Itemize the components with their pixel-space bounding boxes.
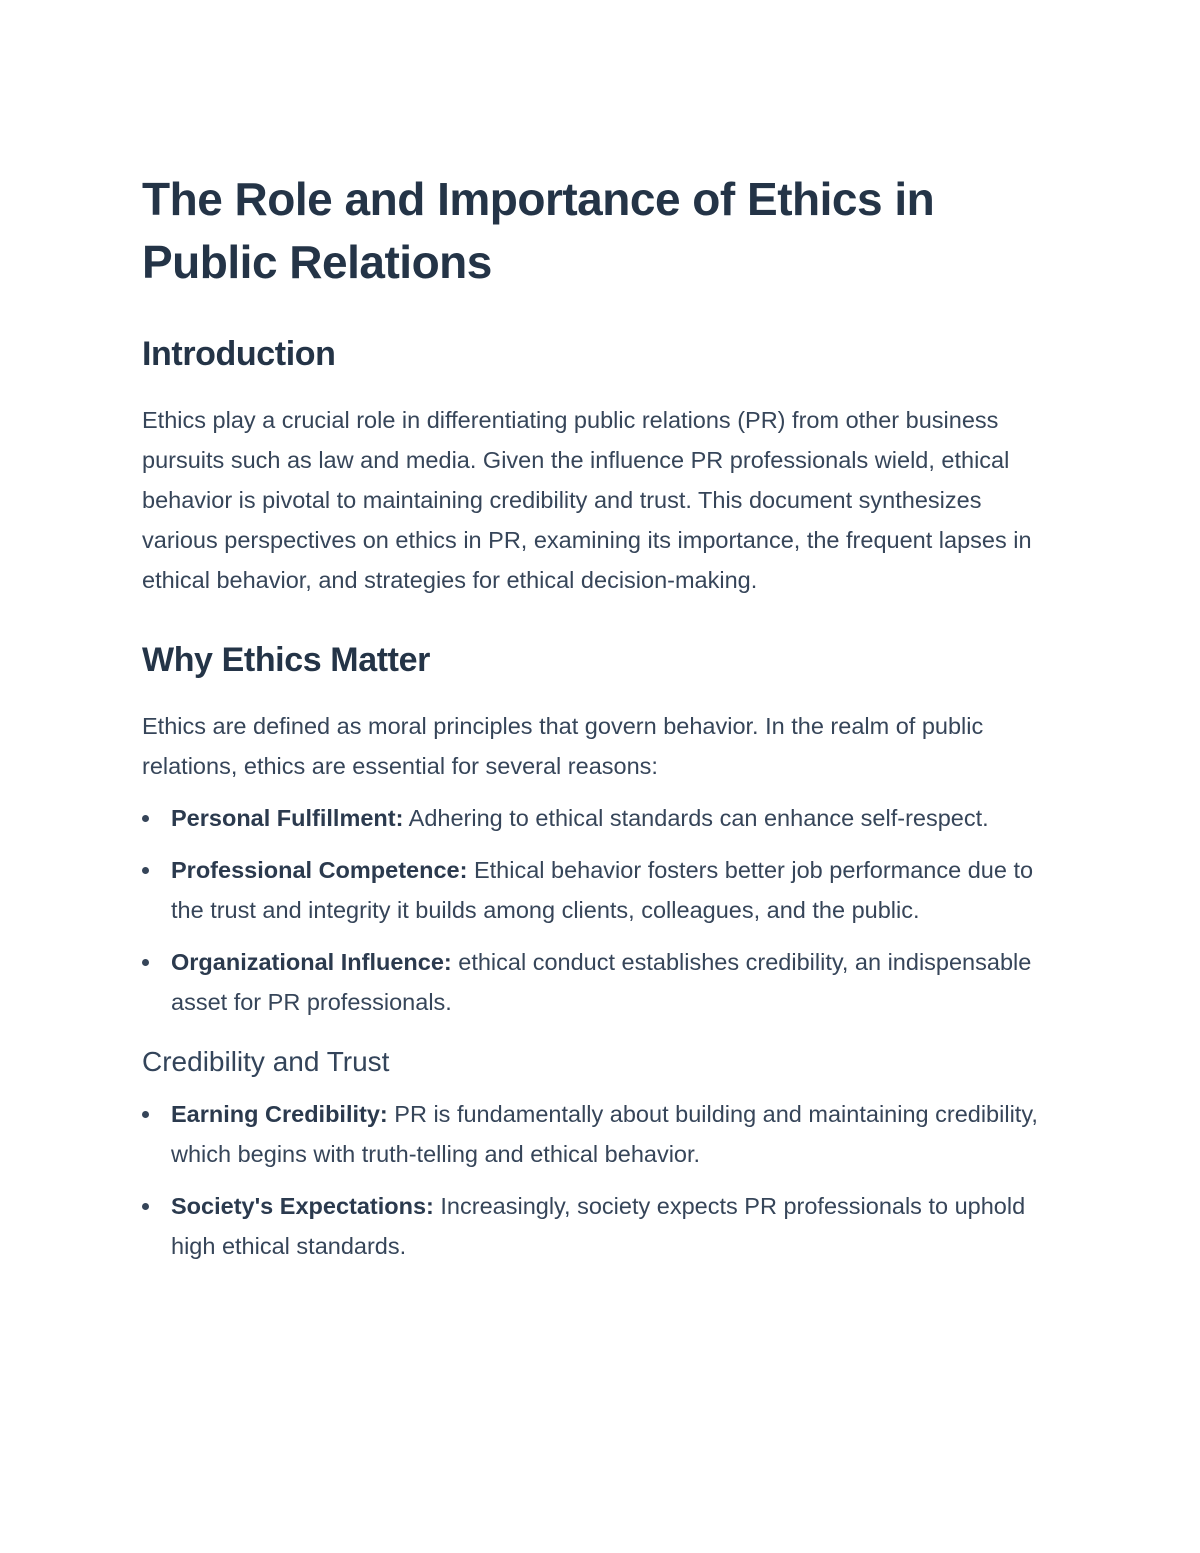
list-item: Personal Fulfillment: Adhering to ethical standards can enhance self-respect. bbox=[142, 798, 1062, 838]
bullet-icon bbox=[142, 959, 149, 966]
introduction-paragraph: Ethics play a crucial role in differentiating public relations (PR) from other business pursuits such as law and media. Given the influence PR professionals wield, ethical behavior is pivotal to maintaining credibility and trust. This document synthesizes various perspectives on ethics in PR, examining its importance, the frequent lapses in ethical behavior, and strategies for ethical decision-making. bbox=[142, 407, 1032, 593]
bullet-icon bbox=[142, 1111, 149, 1118]
list-item-text: Increasingly, society expects PR professionals to uphold high ethical standards. bbox=[171, 1193, 1026, 1259]
document-page bbox=[142, 168, 1062, 1266]
list-item-term: Organizational Influence bbox=[171, 949, 444, 975]
section-heading-why-ethics-matter: Why Ethics Matter bbox=[142, 641, 430, 679]
section-heading-introduction: Introduction bbox=[142, 335, 336, 373]
list-item-text: Ethical behavior fosters better job performance due to the trust and integrity it builds among clients, colleagues, and the public. bbox=[171, 857, 1034, 923]
subsection-heading-credibility-and-trust: Credibility and Trust bbox=[142, 1046, 390, 1077]
list-item-term: Earning Credibility bbox=[171, 1101, 380, 1127]
list-item-term: Professional Competence bbox=[171, 857, 460, 883]
why-ethics-matter-paragraph: Ethics are defined as moral principles that govern behavior. In the realm of public relations, ethics are essential for several reasons: bbox=[142, 713, 984, 779]
list-item: Organizational Influence: ethical conduct establishes credibility, an indispensable asset for PR professionals. bbox=[142, 942, 1062, 1022]
bullet-icon bbox=[142, 815, 149, 822]
list-item-term: Personal Fulfillment bbox=[171, 805, 396, 831]
credibility-and-trust-list bbox=[142, 1094, 1062, 1266]
list-item-term: Society's Expectations bbox=[171, 1193, 427, 1219]
list-item-text: ethical conduct establishes credibility, an indispensable asset for PR professionals. bbox=[171, 949, 1032, 1015]
bullet-icon bbox=[142, 867, 149, 874]
bullet-icon bbox=[142, 1203, 149, 1210]
why-ethics-matter-list bbox=[142, 798, 1062, 1022]
list-item: Professional Competence: Ethical behavior fosters better job performance due to the trust and integrity it builds among clients, colleagues, and the public. bbox=[142, 850, 1062, 930]
list-item-text: Adhering to ethical standards can enhance self-respect. bbox=[403, 805, 989, 831]
list-item-text: PR is fundamentally about building and maintaining credibility, which begins with truth-telling and ethical behavior. bbox=[171, 1101, 1038, 1167]
document-title: The Role and Importance of Ethics in Public Relations bbox=[142, 173, 935, 288]
list-item: Society's Expectations: Increasingly, society expects PR professionals to uphold high ethical standards. bbox=[142, 1186, 1062, 1266]
list-item: Earning Credibility: PR is fundamentally about building and maintaining credibility, which begins with truth-telling and ethical behavior. bbox=[142, 1094, 1062, 1174]
